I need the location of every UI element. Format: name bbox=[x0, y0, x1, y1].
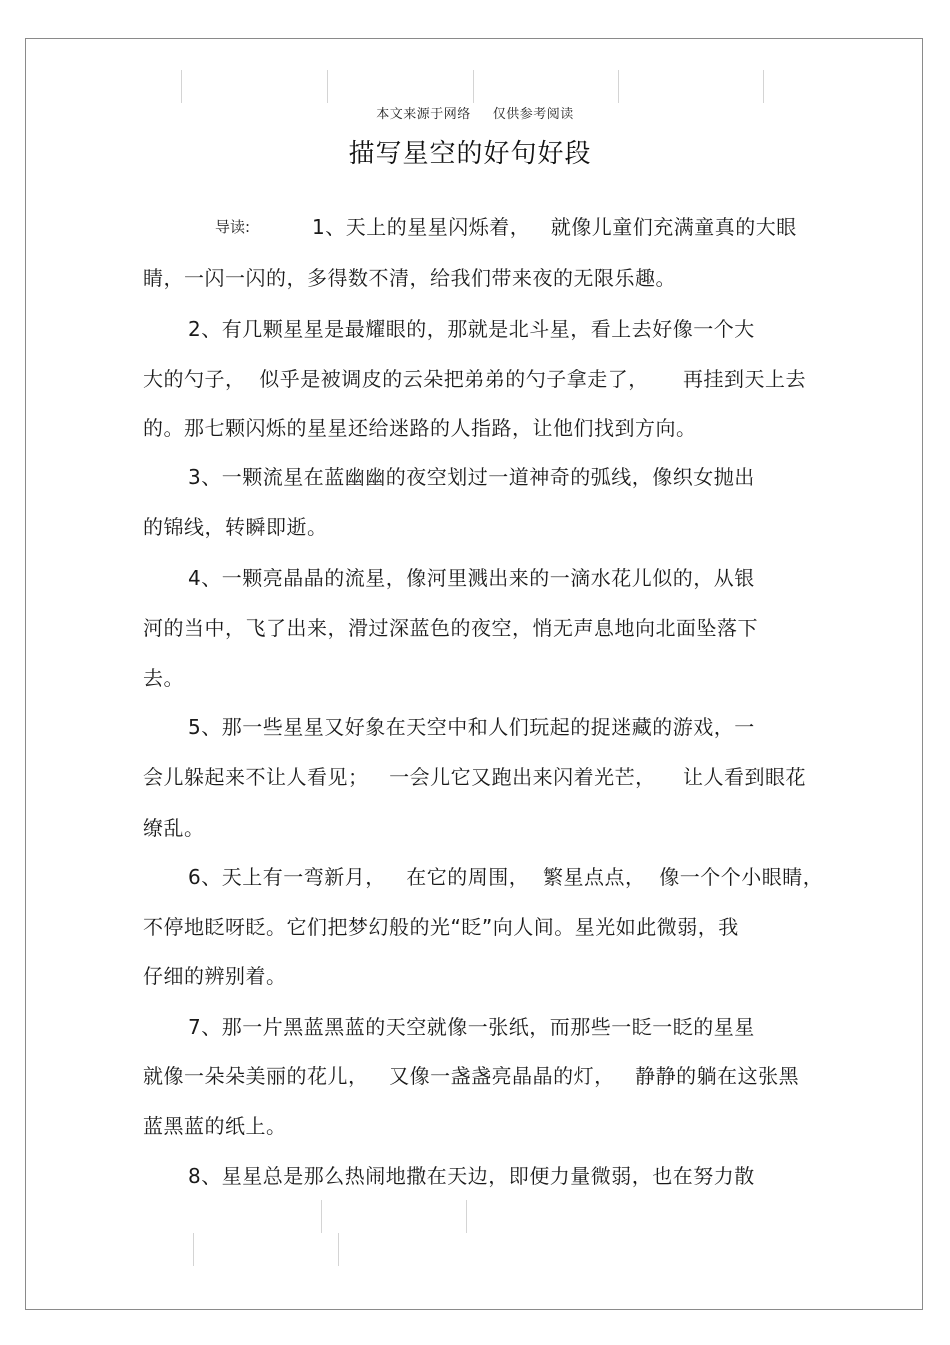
text-line: 的。那七颗闪烁的星星还给迷路的人指路，让他们找到方向。 bbox=[143, 416, 697, 440]
text-line: 缭乱。 bbox=[143, 816, 205, 840]
bottom-mark bbox=[466, 1200, 467, 1233]
reference-note: 仅供参考阅读 bbox=[492, 107, 574, 122]
top-mark bbox=[473, 70, 474, 103]
bottom-mark bbox=[193, 1233, 194, 1266]
page-title: 描写星空的好句好段 bbox=[348, 139, 592, 169]
text-line: 河的当中，飞了出来，滑过深蓝色的夜空，悄无声息地向北面坠落下 bbox=[143, 616, 758, 640]
bottom-mark bbox=[321, 1200, 322, 1233]
text-line: 睛，一闪一闪的，多得数不清，给我们带来夜的无限乐趣。 bbox=[143, 266, 676, 290]
text-line: 去。 bbox=[143, 666, 184, 690]
text-line: 5、那一些星星又好象在天空中和人们玩起的捉迷藏的游戏，一 bbox=[188, 715, 755, 739]
lead-label: 导读: bbox=[215, 218, 251, 236]
text-line: 蓝黑蓝的纸上。 bbox=[143, 1114, 287, 1138]
top-mark bbox=[327, 70, 328, 103]
text-line: 仔细的辨别着。 bbox=[143, 964, 287, 988]
text-line: 会儿躲起来不让人看见； 一会儿它又跑出来闪着光芒， 让人看到眼花 bbox=[143, 765, 807, 789]
text-line: 4、一颗亮晶晶的流星，像河里溅出来的一滴水花儿似的，从银 bbox=[188, 566, 755, 590]
text-line: 大的勺子， 似乎是被调皮的云朵把弟弟的勺子拿走了， 再挂到天上去 bbox=[143, 367, 807, 391]
top-mark bbox=[181, 70, 182, 103]
text-line: 1、天上的星星闪烁着， 就像儿童们充满童真的大眼 bbox=[312, 215, 797, 239]
top-mark bbox=[763, 70, 764, 103]
text-line: 2、有几颗星星是最耀眼的，那就是北斗星，看上去好像一个大 bbox=[188, 317, 755, 341]
text-line: 8、星星总是那么热闹地撒在天边，即便力量微弱，也在努力散 bbox=[188, 1164, 755, 1188]
text-line: 7、那一片黑蓝黑蓝的天空就像一张纸，而那些一眨一眨的星星 bbox=[188, 1015, 755, 1039]
header-note bbox=[0, 103, 950, 122]
text-line: 不停地眨呀眨。它们把梦幻般的光“眨”向人间。星光如此微弱，我 bbox=[143, 915, 739, 939]
text-line: 的锦线，转瞬即逝。 bbox=[143, 515, 328, 539]
source-note: 本文来源于网络 bbox=[376, 107, 471, 122]
top-mark bbox=[618, 70, 619, 103]
text-line: 3、一颗流星在蓝幽幽的夜空划过一道神奇的弧线，像织女抛出 bbox=[188, 465, 755, 489]
text-line: 6、天上有一弯新月， 在它的周围， 繁星点点， 像一个个小眼睛， bbox=[188, 865, 824, 889]
text-line: 就像一朵朵美丽的花儿， 又像一盏盏亮晶晶的灯， 静静的躺在这张黑 bbox=[143, 1064, 800, 1088]
bottom-mark bbox=[338, 1233, 339, 1266]
